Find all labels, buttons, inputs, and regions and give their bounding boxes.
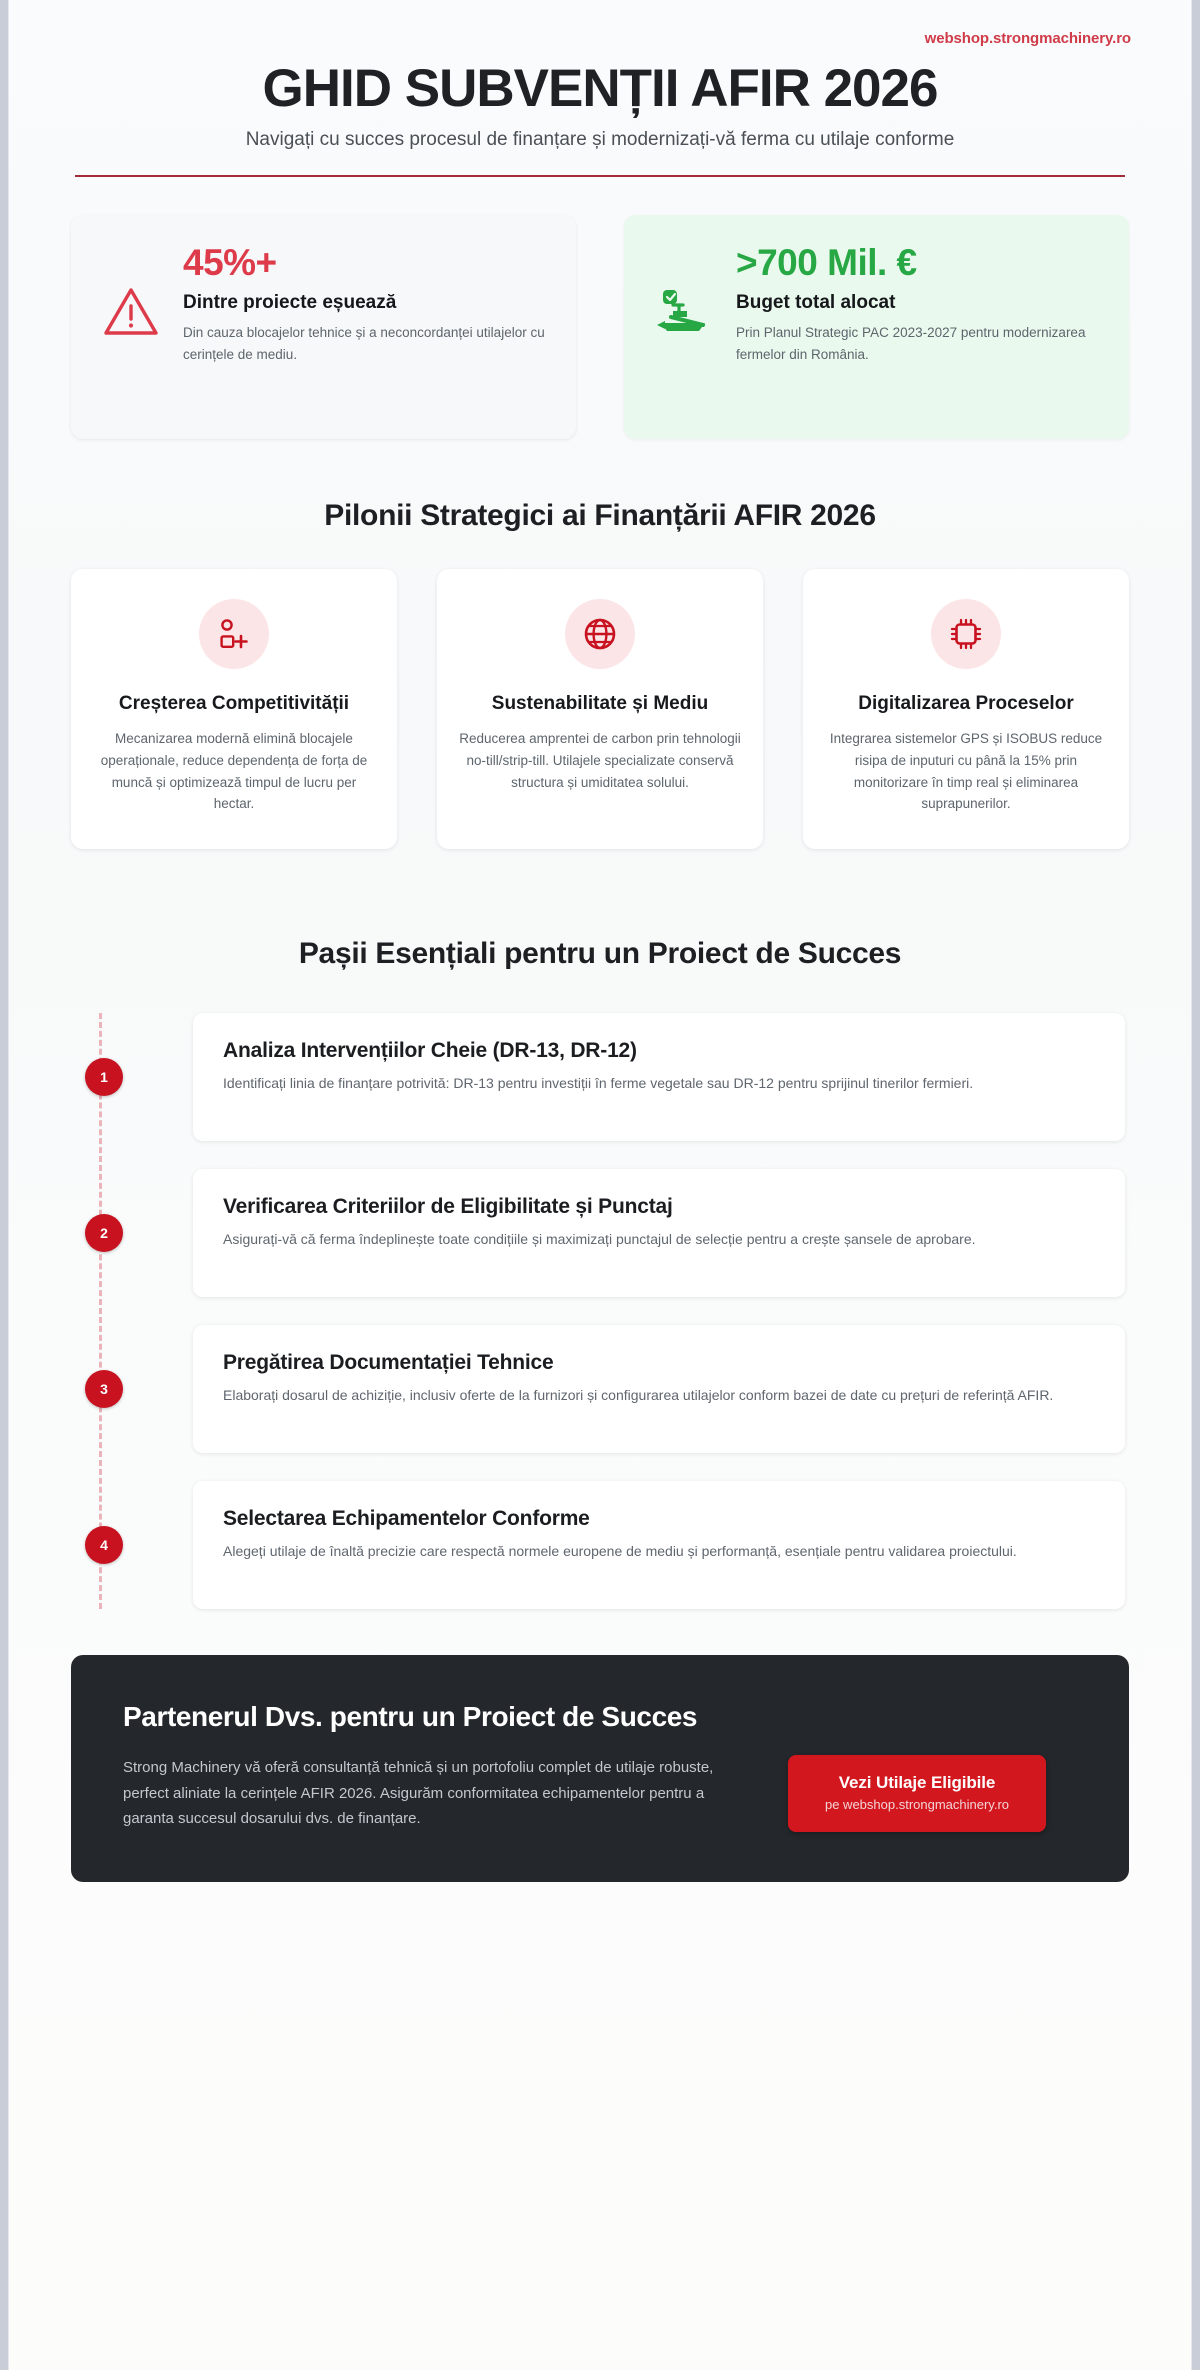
step-card [193, 1481, 1125, 1609]
step-description: Alegeți utilaje de înaltă precizie care respectă normele europene de mediu și performanță, esențiale pentru validarea proiectului. [223, 1543, 1017, 1560]
warning-triangle-icon [97, 241, 165, 339]
header [9, 0, 1191, 177]
pillar-card-digitalizare [803, 569, 1129, 850]
step-title: Pregătirea Documentației Tehnice [223, 1351, 554, 1375]
pillar-description: Integrarea sistemelor GPS și ISOBUS reduce risipa de inputuri cu până la 15% prin monitorizare în timp real și eliminarea suprapunerilor. [829, 730, 1103, 812]
cta-description: Strong Machinery vă oferă consultanță tehnică și un portofoliu complet de utilaje robuste, perfect aliniate la cerințele AFIR 2026. Asigurăm conformitatea echipamentelor pentru a garanta succesul dosarului dvs. de finanțare. [123, 1758, 714, 1828]
stat-description: Prin Planul Strategic PAC 2023-2027 pentru modernizarea fermelor din România. [736, 325, 1086, 363]
step-item [100, 1169, 1125, 1297]
pillar-description: Mecanizarea modernă elimină blocajele operaționale, reduce dependența de forța de muncă și optimizează timpul de lucru per hectar. [100, 730, 368, 812]
pillar-card-competitivitate [71, 569, 397, 850]
cta-action-column [757, 1699, 1077, 1832]
steps-section-title: Pașii Esențiali pentru un Proiect de Succes [298, 937, 902, 971]
step-title: Analiza Intervențiilor Cheie (DR-13, DR-12) [223, 1039, 637, 1063]
step-number-badge: 2 [85, 1214, 123, 1252]
globe-icon [565, 599, 635, 669]
step-number-badge: 4 [85, 1526, 123, 1564]
cta-panel [71, 1655, 1129, 1882]
pillar-title: Creșterea Competitivității [118, 692, 350, 714]
steps-timeline [75, 1013, 1125, 1609]
step-item [100, 1325, 1125, 1453]
page-subtitle: Navigați cu succes procesul de finanțare și modernizați-vă ferma cu utilaje conforme [245, 128, 955, 150]
step-description: Elaborați dosarul de achiziție, inclusiv oferte de la furnizori și configurarea utilajelor conform bazei de date cu prețuri de referință AFIR. [223, 1387, 1054, 1404]
stat-label: Dintre proiecte eșuează [183, 292, 397, 314]
step-number-badge: 1 [85, 1058, 123, 1096]
stat-description: Din cauza blocajelor tehnice și a neconcordanței utilajelor cu cerințele de mediu. [183, 325, 545, 363]
step-card [193, 1325, 1125, 1453]
stat-card-failure-rate [71, 215, 576, 439]
stat-card-budget [624, 215, 1129, 439]
step-item [100, 1013, 1125, 1141]
timeline-dashed-line [99, 1013, 102, 1609]
page-title: GHID SUBVENȚII AFIR 2026 [262, 59, 938, 118]
step-description: Asigurați-vă că ferma îndeplinește toate condițiile și maximizați punctajul de selecție pentru a crește șansele de aprobare. [223, 1231, 976, 1248]
pillars-section-title: Pilonii Strategici ai Finanțării AFIR 2026 [324, 498, 876, 532]
pillar-description: Reducerea amprentei de carbon prin tehnologii no-till/strip-till. Utilajele specializate conservă structura și umiditatea solului. [459, 730, 741, 790]
step-title: Verificarea Criteriilor de Eligibilitate și Punctaj [223, 1195, 673, 1219]
step-card [193, 1169, 1125, 1297]
stat-body [183, 241, 550, 366]
cta-button-label: Vezi Utilaje Eligibile [838, 1773, 996, 1793]
pillar-title: Digitalizarea Proceselor [858, 692, 1074, 714]
stat-label: Buget total alocat [736, 292, 896, 314]
site-url-link[interactable]: webshop.strongmachinery.ro [924, 30, 1131, 47]
cta-title: Partenerul Dvs. pentru un Proiect de Succes [123, 1701, 698, 1733]
pillar-card-group [9, 533, 1191, 850]
stat-body [736, 241, 1103, 366]
step-description: Identificați linia de finanțare potrivită: DR-13 pentru investiții în ferme vegetale sau DR-12 pentru sprijinul tinerilor fermieri. [223, 1075, 974, 1092]
growth-chart-icon [199, 599, 269, 669]
infographic-page [8, 0, 1192, 2370]
cta-text-column [123, 1699, 717, 1832]
cpu-chip-icon [931, 599, 1001, 669]
step-number-badge: 3 [85, 1370, 123, 1408]
view-eligible-equipment-button[interactable] [788, 1755, 1046, 1832]
step-item [100, 1481, 1125, 1609]
stat-card-group [9, 177, 1191, 439]
stat-value: 45%+ [183, 241, 277, 283]
pillar-card-sustenabilitate [437, 569, 763, 850]
step-card [193, 1013, 1125, 1141]
cta-button-sublabel: pe webshop.strongmachinery.ro [824, 1797, 1010, 1813]
step-title: Selectarea Echipamentelor Conforme [223, 1507, 590, 1531]
stat-value: >700 Mil. € [736, 241, 917, 283]
pillar-title: Sustenabilitate și Mediu [491, 692, 709, 714]
tractor-sprout-icon [650, 241, 718, 341]
